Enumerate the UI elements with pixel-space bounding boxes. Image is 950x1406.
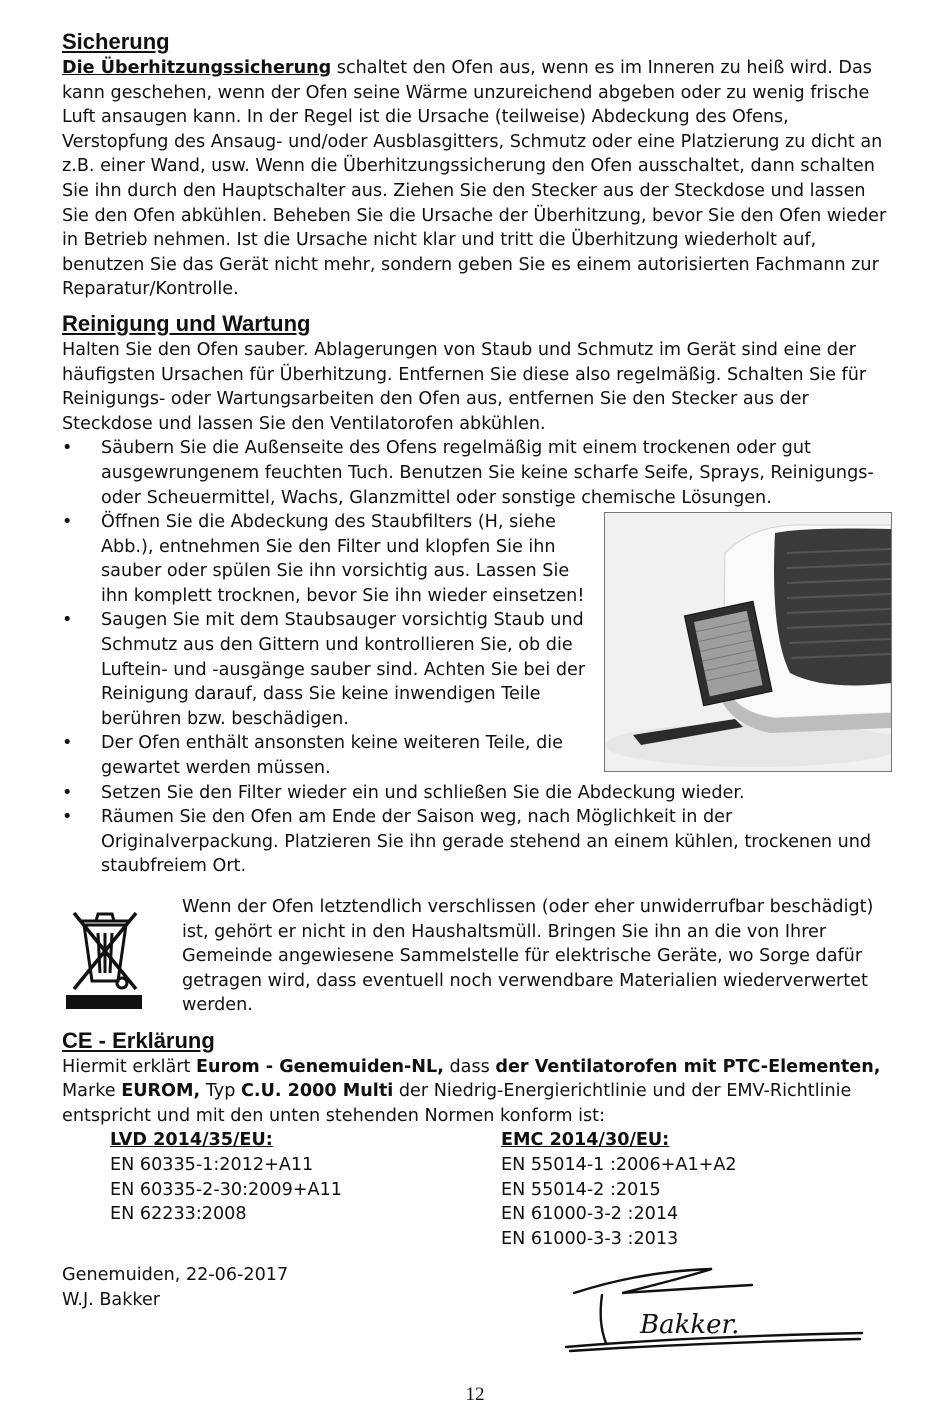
weee-text: Wenn der Ofen letztendlich verschlissen (oder eher unwiderrufbar beschädigt) ist, gehört er nicht in den Haushaltsmüll. Bringen Sie ihn an die von Ihrer Gemeinde angewiesene Sammelstelle für elektrische Geräte, wo Sorge dafür getragen wird, dass eventuell noch verwendbare Materialien wiederverwertet werden. [182,897,874,1016]
signatory-name: W.J. Bakker [62,1289,161,1310]
lvd-norm: EN 60335-2-30:2009+A11 [110,1179,342,1200]
lvd-column [110,1128,501,1251]
list-item: • Der Ofen enthält ansonsten keine weiteren Teile, die gewartet werden müssen. [62,733,563,779]
handwritten-signature [562,1263,872,1355]
list-item: • Setzen Sie den Filter wieder ein und schließen Sie die Abdeckung wieder. [62,781,892,806]
document-page [62,28,892,1373]
emc-column [501,1128,892,1251]
bullet-glyph: • [62,512,73,533]
emc-heading: EMC 2014/30/EU: [501,1130,670,1151]
emc-norm: EN 55014-1 :2006+A1+A2 [501,1154,737,1175]
bullet-glyph: • [62,807,73,828]
sicherung-body: schaltet den Ofen aus, wenn es im Inneren zu heiß wird. Das kann geschehen, wenn der Ofen seine Wärme unzureichend abgeben oder zu wenig frische Luft ansaugen kann. In der Regel ist die Ursache (teilweise) Abdeckung des Ofens, Verstopfung des Ansaug- und/oder Ausblasgitters, Schmutz oder eine Platzierung zu dicht an z.B. einer Wand, usw. Wenn die Überhitzungssicherung den Ofen ausschaltet, dann schalten Sie ihn durch den Hauptschalter aus. Ziehen Sie den Stecker aus der Steckdose und lassen Sie den Ofen abkühlen. Beheben Sie die Ursache der Überhitzung, bevor Sie den Ofen wieder in Betrieb nehmen. Ist die Ursache nicht klar und tritt die Überhitzung wiederholt auf, benutzen Sie das Gerät nicht mehr, sondern geben Sie es einem autorisierten Fachmann zur Reparatur/Kontrolle. [62,58,887,300]
sicherung-lead: Die Überhitzungssicherung [62,58,332,78]
emc-norm: EN 61000-3-2 :2014 [501,1204,679,1225]
bullet-glyph: • [62,610,73,631]
list-item: • Räumen Sie den Ofen am Ende der Saison weg, nach Möglichkeit in der Originalverpackung. Platzieren Sie ihn gerade stehend an einem kühlen, trockenen und staubfreiem Ort. [62,807,872,877]
emc-norm: EN 61000-3-3 :2013 [501,1228,679,1249]
heading-reinigung: Reinigung und Wartung [62,310,311,336]
bullet-glyph: • [62,438,73,459]
lvd-norm: EN 60335-1:2012+A11 [110,1154,314,1175]
emc-norm: EN 55014-2 :2015 [501,1179,661,1200]
reinigung-intro: Halten Sie den Ofen sauber. Ablagerungen von Staub und Schmutz im Gerät sind eine der häufigsten Ursachen für Überhitzung. Entfernen Sie diese also regelmäßig. Schalten Sie für Reinigungs- oder Wartungsarbeiten den Ofen aus, entfernen Sie den Stecker aus der Steckdose und lassen Sie den Ventilatorofen abkühlen. [62,339,867,434]
norms-table [110,1128,892,1251]
bullet-glyph: • [62,782,73,803]
lvd-heading: LVD 2014/35/EU: [110,1130,273,1151]
weee-notice [62,895,892,1019]
reinigung-list [62,436,892,879]
place-date: Genemuiden, 22-06-2017 [62,1265,289,1286]
bullet-glyph: • [62,733,73,754]
list-item: • Saugen Sie mit dem Staubsauger vorsichtig Staub und Schmutz aus den Gittern und kontrollieren Sie, ob die Luftein- und -ausgänge sauber sind. Achten Sie bei der Reinigung darauf, dass Sie keine inwendigen Teile berühren bzw. beschädigen. [62,610,586,729]
page-number: 12 [465,1384,485,1405]
list-item: • Säubern Sie die Außenseite des Ofens regelmäßig mit einem trockenen oder gut ausgewrungenem feuchten Tuch. Benutzen Sie keine scharfe Seife, Sprays, Reinigungs- oder Scheuermittel, Wachs, Glanzmittel oder sonstige chemische Lösungen. [62,438,874,508]
heading-sicherung: Sicherung [62,29,170,54]
list-item: • Öffnen Sie die Abdeckung des Staubfilters (H, siehe Abb.), entnehmen Sie den Filter und klopfen Sie ihn sauber oder spülen Sie ihn vorsichtig aus. Lassen Sie ihn komplett trocknen, bevor Sie ihn wieder einsetzen! [62,510,892,608]
section-sicherung [62,28,892,302]
sicherung-paragraph [62,56,892,302]
svg-text:Bakker.: Bakker. [640,1310,740,1341]
crossed-out-bin-icon [62,895,182,1019]
section-reinigung [62,310,892,1019]
heading-ce: CE - Erklärung [62,1027,215,1053]
signature-block [62,1263,892,1373]
lvd-norm: EN 62233:2008 [110,1204,247,1225]
section-ce [62,1027,892,1374]
ce-declaration: Hiermit erklärt Eurom - Genemuiden-NL, dass der Ventilatorofen mit PTC-Elementen, Marke EUROM, Typ C.U. 2000 Multi der Niedrig-Energierichtlinie und der EMV-Richtlinie entspricht und mit den unten stehenden Normen konform ist: [62,1056,881,1126]
